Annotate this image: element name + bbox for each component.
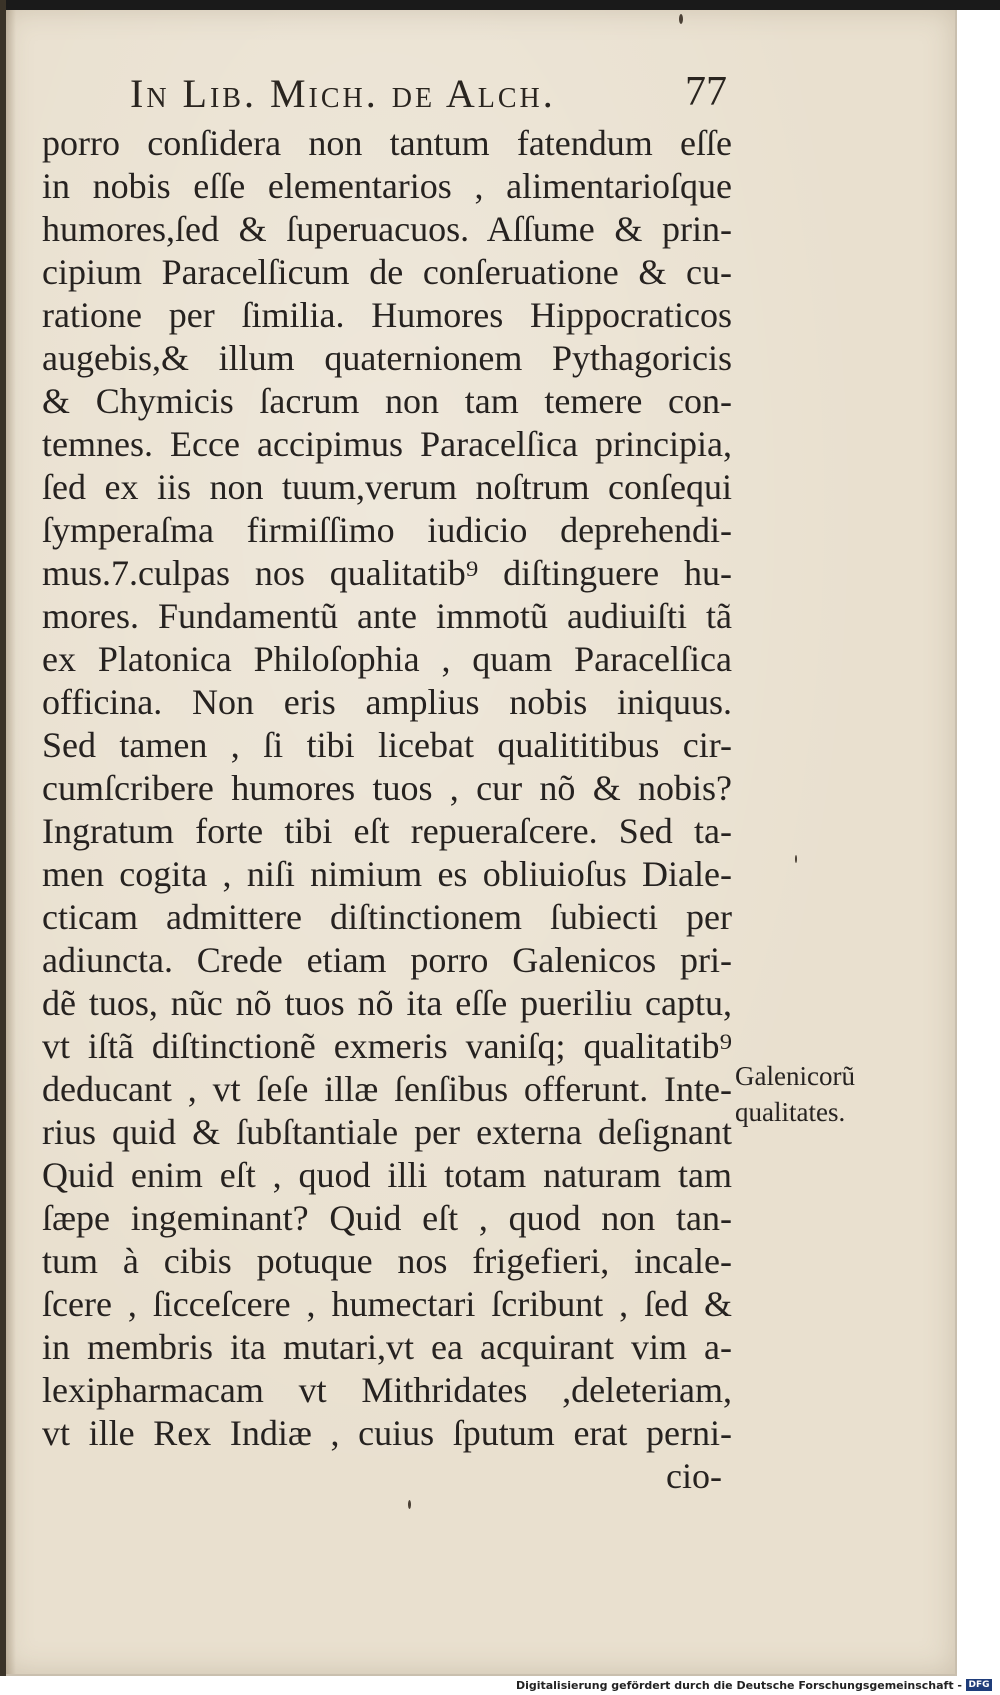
marginal-note-line: Galenicorũ [735, 1061, 855, 1091]
text-line: vt iſtã diſtinctionẽ exmeris vaniſq; qualitatib⁹ [42, 1026, 732, 1066]
text-line: cipium Paracelſicum de conſeruatione & cu- [42, 252, 732, 292]
text-line: dẽ tuos, nũc nõ tuos nõ ita eſſe pueriliu captu, [42, 983, 732, 1023]
text-line: ſed ex iis non tuum,verum noſtrum conſequi [42, 467, 732, 507]
text-line: temnes. Ecce accipimus Paracelſica principia, [42, 424, 732, 464]
text-line: mus.7.culpas nos qualitatib⁹ diſtinguere hu- [42, 553, 732, 593]
text-line: ex Platonica Philoſophia , quam Paracelſica [42, 639, 732, 679]
text-line: ſæpe ingeminant? Quid eſt , quod non tan- [42, 1198, 732, 1238]
text-line: men cogita , niſi nimium es obliuioſus Diale- [42, 854, 732, 894]
text-line: deducant , vt ſeſe illæ ſenſibus offerunt. Inte- [42, 1069, 732, 1109]
scan-top-edge [0, 0, 1000, 10]
text-line: Sed tamen , ſi tibi licebat qualititibus cir- [42, 725, 732, 765]
text-line: officina. Non eris amplius nobis iniquus. [42, 682, 732, 722]
text-line: mores. Fundamentũ ante immotũ audiuiſti tã [42, 596, 732, 636]
page-number: 77 [685, 69, 727, 115]
text-line: ratione per ſimilia. Humores Hippocraticos [42, 295, 732, 335]
text-line: & Chymicis ſacrum non tam temere con- [42, 381, 732, 421]
text-line: ſymperaſma firmiſſimo iudicio deprehendi- [42, 510, 732, 550]
ink-speck [795, 855, 797, 863]
text-line: cticam admittere diſtinctionem ſubiecti per [42, 897, 732, 937]
book-binding-edge [0, 0, 6, 1680]
dfg-logo: DFG [966, 1679, 992, 1691]
text-line: porro conſidera non tantum fatendum eſſe [42, 123, 732, 163]
body-text [42, 122, 732, 1498]
text-line: Ingratum forte tibi eſt repueraſcere. Sed ta- [42, 811, 732, 851]
ink-speck [408, 1500, 411, 1509]
marginal-note [735, 1058, 935, 1130]
running-head-title: In Lib. Mich. de Alch. [130, 71, 556, 116]
text-line: adiuncta. Crede etiam porro Galenicos pri- [42, 940, 732, 980]
text-line: vt ille Rex Indiæ , cuius ſputum erat perni- [42, 1413, 732, 1453]
ink-speck [679, 14, 683, 24]
text-line: in nobis eſſe elementarios , alimentarioſque [42, 166, 732, 206]
text-line: augebis,& illum quaternionem Pythagoricis [42, 338, 732, 378]
text-line: rius quid & ſubſtantiale per externa deſignant [42, 1112, 732, 1152]
catchword: cio- [666, 1456, 722, 1496]
marginal-note-line: qualitates. [735, 1097, 846, 1127]
text-line: Quid enim eſt , quod illi totam naturam tam [42, 1155, 732, 1195]
text-line: humores,ſed & ſuperuacuos. Aſſume & prin- [42, 209, 732, 249]
text-line: in membris ita mutari,vt ea acquirant vim a- [42, 1327, 732, 1367]
digitization-credit: Digitalisierung gefördert durch die Deutsche Forschungsgemeinschaft - [515, 1679, 962, 1692]
running-head [130, 70, 730, 120]
text-line: tum à cibis potuque nos frigefieri, incale- [42, 1241, 732, 1281]
text-line: ſcere , ſicceſcere , humectari ſcribunt , ſed & [42, 1284, 732, 1324]
text-line: cumſcribere humores tuos , cur nõ & nobis? [42, 768, 732, 808]
text-line: lexipharmacam vt Mithridates ,deleteriam, [42, 1370, 732, 1410]
